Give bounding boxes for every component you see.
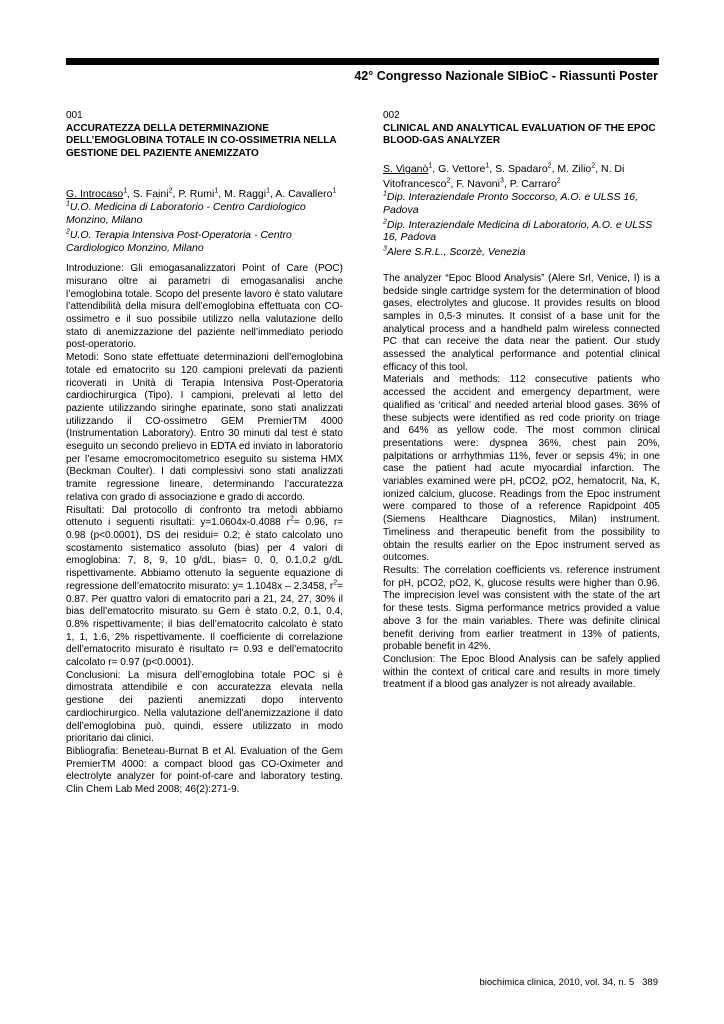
results-paragraph: Results: The correlation coefficients vs. reference instrument for pH, pCO2, pO2, K, glucose results were higher than 0.96. The imprecision level was consistent with the state of the art for these tests. Sigma performance metrics provided a value above 3 for the main variables. There was definite clinical benefit deriving from earlier treatment in 13% of patients, probable benefit in 42%.: [383, 564, 660, 653]
abstract-body: [383, 273, 660, 692]
abstract-002: [383, 110, 660, 692]
methods-paragraph: Materials and methods: 112 consecutive patients who accessed the accident and emergency department, were qualified as ‘critical’ and needed arterial blood gases. 36% of these subjects were identified as red code priority on triage and 64% as yellow code. The most common clinical presentations were: dyspnea 36%, chest pain 20%, palpitations or arrhythmias 11%, fever or sepsis 4%; in one case the patient had acute myocardial infarction. The variables examined were pH, pCO2, pO2, hematocrit, Na, K, ionized calcium, glucose. Readings from the Epoc instrument were compared to those of a reference Rapidpoint 405 (Siemens Healthcare Diagnostics, Milan) instrument. Timeliness and therapeutic benefit from the possibility to obtain the results earlier on the Epoc instrument served as outcomes.: [383, 374, 660, 564]
abstract-title: ACCURATEZZA DELLA DETERMINAZIONE DELL’EMOGLOBINA TOTALE IN CO-OSSIMETRIA NELLA GESTIONE DEL PAZIENTE ANEMIZZATO: [66, 122, 337, 160]
abstract-001: [66, 110, 343, 797]
author-name: N. Di Vitofrancesco: [383, 163, 625, 190]
abstract-body: [66, 263, 343, 797]
affiliation-list: [383, 191, 660, 259]
author-name: G. Introcaso: [66, 187, 124, 200]
introduction-paragraph: The analyzer “Epoc Blood Analysis” (Alere Srl, Venice, I) is a bedside single cartridge system for the determination of blood gases, electrolytes and glucose. It provides results on blood samples in 0,5-3 minutes. It consist of a base unit for the analytical process and a handheld palm wireless connected PC that can receive the data near the patient. Our study assessed the analytical performance and potential clinical efficacy of this tool.: [383, 272, 660, 373]
introduction-paragraph: Introduzione: Gli emogasanalizzatori Point of Care (POC) misurano oltre ai parametri di emogasanalisi anche l’emoglobina totale. Scopo del presente lavoro è stato valutare l’attendibilità della misura dell’emoglobina effettuata con CO-ossimetro e il suo possibile utilizzo nella valutazione dello stato di anemizzazione del paziente nell’immediato periodo post-operatorio.: [66, 263, 343, 351]
affiliation: $^1$Dip. Interaziendale Pronto Soccorso, A.O. e ULSS 16, Padova: [383, 190, 639, 216]
author-sup: 1: [332, 187, 337, 195]
author-name: M. Raggi: [224, 187, 267, 200]
author-sup: 1: [428, 162, 433, 170]
methods-paragraph: Metodi: Sono state effettuate determinazioni dell’emoglobina totale ed ematocrito su 120 campioni prelevati da pazienti ricoverati in Unità di Terapia Intensiva Post-Operatoria cardiochirurgica (Tipo). I campioni, prelevati al letto del paziente utilizzando siringhe eparinate, sono stati analizzati utilizzando il CO-ossimetro GEM PremierTM 4000 (Instrumentation Laboratory). Entro 30 minuti dal test è stato eseguito un secondo prelievo in EDTA ed inviato in laboratorio per l’esame emocromocitometrico eseguito su sistema HMX (Beckman Coulter). I dati complessivi sono stati analizzati tramite regressione lineare, determinando l’accuratezza relativa con grado di associazione e grado di accordo.: [66, 352, 343, 503]
author-name: S. Spadaro: [495, 163, 548, 176]
page-number: 389: [642, 977, 658, 988]
author-sup: 2: [556, 177, 561, 185]
author-sup: 1: [266, 187, 270, 195]
affiliation: $^2$U.O. Terapia Intensiva Post-Operatoria - Centro Cardiologico Monzino, Milano: [66, 228, 292, 254]
author-name: G. Vettore: [438, 163, 486, 176]
author-name: M. Zilio: [557, 163, 592, 176]
affiliation: $^1$U.O. Medicina di Laboratorio - Centro Cardiologico Monzino, Milano: [66, 200, 306, 227]
author-sup: 2: [168, 187, 173, 195]
author-sup: 2: [446, 177, 451, 185]
author-name: P. Rumi: [178, 187, 215, 200]
author-name: S. Faini: [132, 187, 169, 200]
bibliography-paragraph: Bibliografia: Beneteau-Burnat B et Al. Evaluation of the Gem PremierTM 4000: a compact blood gas CO-Oximeter and electrolyte analyzer for point-of-care and laboratory testing. Clin Chem Lab Med 2008; 46(2):271-9.: [66, 745, 343, 796]
abstract-number: 002: [383, 110, 400, 121]
author-sup: 1: [214, 187, 219, 195]
author-sup: 1: [123, 187, 128, 195]
abstract-title: CLINICAL AND ANALYTICAL EVALUATION OF THE EPOC BLOOD-GAS ANALYZER: [383, 122, 656, 147]
journal-citation: biochimica clinica, 2010, vol. 34, n. 5: [479, 977, 635, 988]
affiliation: $^2$Dip. Interaziendale Medicina di Laboratorio, A.O. e ULSS 16, Padova: [383, 218, 653, 244]
author-sup: 3: [499, 177, 504, 185]
author-sup: 1: [485, 162, 490, 170]
header-rule: [66, 58, 659, 65]
conclusions-paragraph: Conclusion: The Epoc Blood Analysis can be safely applied within the context of critical care and results in more timely treatment if a blood gas analyzer is not already available.: [383, 653, 660, 691]
journal-header: 42° Congresso Nazionale SIBioC - Riassunti Poster: [354, 69, 658, 83]
author-sup: 2: [591, 162, 596, 170]
author-name: F. Navoni: [456, 177, 500, 190]
abstract-number: 001: [66, 110, 83, 121]
conclusions-paragraph: Conclusioni: La misura dell’emoglobina totale POC si è dimostrata attendibile e con accuratezza elevata nella gestione dei pazienti anemizzati dopo intervento cardiochirurgico. Nella valutazione dell’anemizzazione il dato dell’emoglobina può, quindi, essere utilizzato in modo prioritario dai clinici.: [66, 669, 343, 745]
author-name: S. Viganò: [383, 163, 429, 176]
author-list: S. Viganò$^1$, G. Vettore$^1$, S. Spadaro$^2$, M. Zilio$^2$, N. Di Vitofrancesco$^2$, F. Navoni$^3$, P. Carraro$^2$: [383, 162, 625, 190]
author-name: A. Cavallero: [275, 187, 333, 200]
affiliation: $^3$Alere S.R.L., Scorzè, Venezia: [383, 245, 526, 259]
author-name: P. Carraro: [509, 177, 557, 190]
results-paragraph: Risultati: Dal protocollo di confronto tra metodi abbiamo ottenuto i seguenti risultati: y=1.0604x-0.4088 $r^2= 0.96$, r= 0.98 (p<0.0001), DS dei residui= 0.2; è stato calcolato uno scostamento sistematico assoluto (bias) per 4 valori di emoglobina: 7, 8, 9, 10 g/dL, bias= 0, 0, 0.1,0.2 g/dL rispettivamente. Abbiamo ottenuto la seguente equazione di regressione dell’ematocrito misurato: y= 1.1048x – 2.3458, $r^2= 0.87$. Per quattro valori di ematocrito pari a 21, 24, 27, 30% il bias dell’ematocrito misurato su Gem è stato 0.2, 0.1, 0.4, 0.8% rispettivamente; il bias dell’ematocrito calcolato è stato 1, 1, 1.6, 2% rispettivamente. Il coefficiente di correlazione dell’ematocrito misurato è risultato r= 0.93 e dell’ematocrito calcolato r= 0.97 (p<0.0001).: [66, 504, 343, 669]
author-sup: 2: [547, 162, 552, 170]
author-list: G. Introcaso$^1$, S. Faini$^2$, P. Rumi$^1$, M. Raggi$^1$, A. Cavallero$^1$: [66, 187, 337, 200]
page-footer: [479, 977, 658, 988]
affiliation-list: [66, 201, 343, 254]
